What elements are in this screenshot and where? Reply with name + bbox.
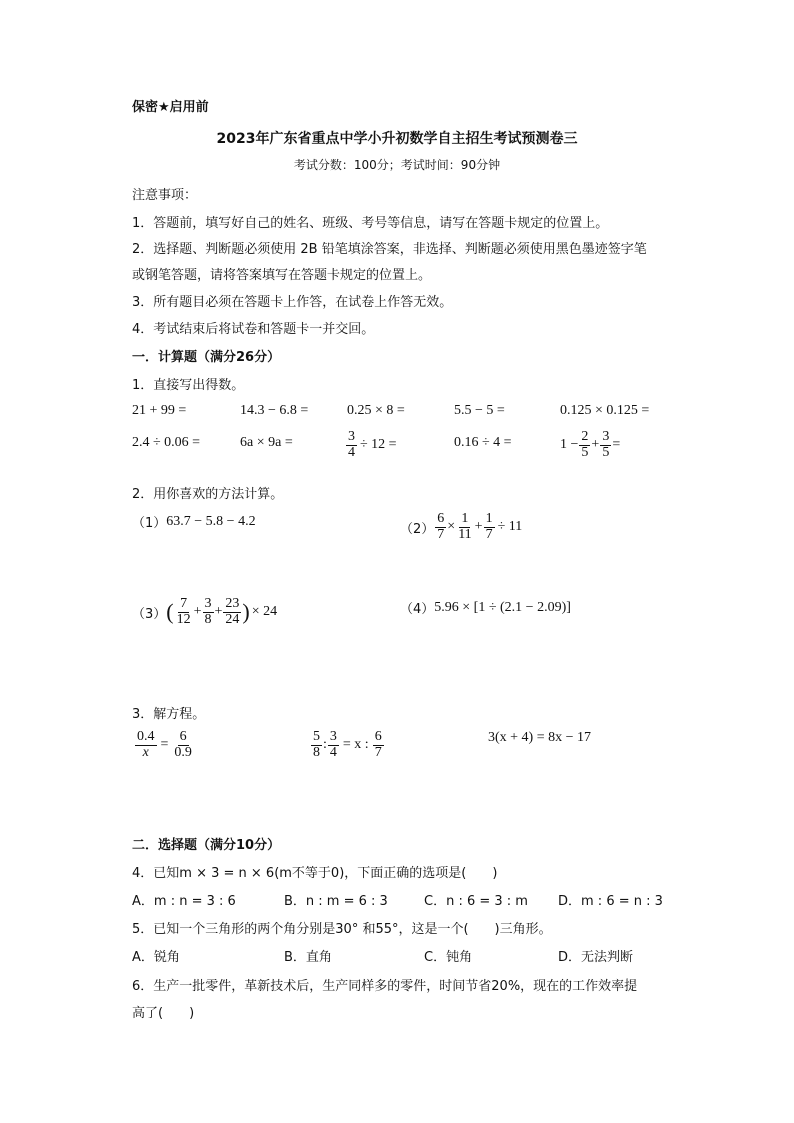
q1-item-2: 14.3 − 6.8 =: [240, 403, 309, 418]
q1-item-1: 21 + 99 =: [132, 403, 187, 418]
q3-equation-3: 3(x + 4) = 8x − 17: [488, 730, 592, 745]
numerator: 5: [313, 729, 320, 744]
confidential-label: 保密★启用前: [132, 100, 209, 115]
denominator: 8: [204, 611, 212, 627]
denominator: x: [142, 744, 149, 760]
q5-option-d: D．无法判断: [558, 950, 634, 965]
q3-equation-2: [310, 730, 385, 760]
q1-item-9: 0.16 ÷ 4 =: [454, 435, 512, 450]
operator: +: [214, 604, 223, 620]
q1-item-3: 0.25 × 8 =: [347, 403, 405, 418]
notice-item-3: 3．所有题目必须在答题卡上作答，在试卷上作答无效。: [132, 295, 453, 310]
notice-item-1: 1．答题前，填写好自己的姓名、班级、考号等信息，请写在答题卡规定的位置上。: [132, 216, 609, 231]
part-label: （1）: [132, 516, 167, 531]
q4-option-d: D．m : 6 = n : 3: [558, 894, 663, 909]
section1-heading: 一．计算题（满分26分）: [132, 350, 281, 365]
q1-item-8: [345, 430, 397, 460]
numerator: 2: [581, 429, 589, 444]
fraction: [223, 597, 241, 627]
operator: +: [591, 437, 600, 453]
fraction: [175, 597, 193, 627]
q4-option-b: B．n : m = 6 : 3: [284, 894, 388, 909]
equals-sign: =: [612, 437, 621, 453]
denominator: 4: [329, 744, 337, 760]
notice-heading: 注意事项：: [132, 188, 198, 203]
expr-part: 1 −: [560, 437, 579, 453]
fraction: [311, 730, 322, 760]
q2-part-3: [132, 597, 277, 627]
numerator: 1: [485, 511, 493, 526]
operator: +: [193, 604, 202, 620]
fraction: [579, 430, 590, 460]
expression: 5.96 × [1 ÷ (2.1 − 2.09)]: [434, 599, 571, 615]
part-label: （3）: [132, 606, 167, 622]
fraction: [435, 512, 446, 542]
q1-label: 1．直接写出得数。: [132, 378, 245, 393]
numerator: 3: [348, 429, 355, 444]
notice-item-2-cont: 或钢笔答题，请将答案填写在答题卡规定的位置上。: [132, 268, 432, 283]
ratio-colon: :: [323, 737, 327, 753]
q2-part-1: [132, 512, 256, 531]
part-label: （4）: [400, 602, 435, 617]
fraction: [373, 730, 384, 760]
exam-info: 考试分数：100分；考试时间：90分钟: [293, 158, 501, 172]
denominator: 7: [374, 744, 382, 760]
fraction: [135, 730, 157, 760]
q2-label: 2．用你喜欢的方法计算。: [132, 487, 284, 502]
numerator: 7: [180, 596, 188, 611]
numerator: 3: [602, 429, 610, 444]
close-paren: ): [242, 599, 250, 625]
expr-mid: = x :: [342, 737, 369, 753]
denominator: 0.9: [174, 744, 192, 760]
q5-option-b: B．直角: [284, 950, 332, 965]
section2-heading: 二．选择题（满分10分）: [132, 838, 281, 853]
q1-item-5: 0.125 × 0.125 =: [560, 403, 650, 418]
expression: 63.7 − 5.8 − 4.2: [166, 513, 256, 529]
open-paren: (: [166, 599, 174, 625]
numerator: 6: [179, 729, 187, 744]
q2-part-2: [400, 512, 522, 542]
q6-stem-line2: 高了( ): [132, 1006, 195, 1021]
q3-label: 3．解方程。: [132, 707, 206, 722]
q4-stem: 4．已知m × 3 = n × 6(m不等于0)，下面正确的选项是( ): [132, 866, 498, 881]
q5-option-c: C．钝角: [424, 950, 473, 965]
denominator: 7: [485, 526, 493, 542]
fraction: [484, 512, 495, 542]
part-label: （2）: [400, 521, 435, 537]
denominator: 4: [348, 444, 355, 460]
expr-rest: ÷ 12 =: [360, 437, 397, 453]
page-title: 2023年广东省重点中学小升初数学自主招生考试预测卷三: [216, 131, 578, 147]
denominator: 5: [581, 444, 589, 460]
notice-item-4: 4．考试结束后将试卷和答题卡一并交回。: [132, 322, 375, 337]
fraction: [172, 730, 194, 760]
q4-option-c: C．n : 6 = 3 : m: [424, 894, 528, 909]
denominator: 12: [176, 611, 191, 627]
equals-sign: =: [160, 737, 169, 753]
q5-option-a: A．锐角: [132, 950, 180, 965]
expr-rest: × 24: [251, 604, 278, 620]
denominator: 8: [313, 744, 320, 760]
q3-equation-1: [134, 730, 195, 760]
q1-item-7: 6a × 9a =: [240, 435, 293, 450]
operator: +: [474, 519, 483, 535]
numerator: 0.4: [137, 729, 155, 744]
fraction: [328, 730, 339, 760]
numerator: 3: [204, 596, 212, 611]
numerator: 23: [225, 596, 240, 611]
fraction: [456, 512, 473, 542]
denominator: 5: [602, 444, 610, 460]
q5-stem: 5．已知一个三角形的两个角分别是30° 和55°，这是一个( )三角形。: [132, 922, 552, 937]
q6-stem-line1: 6．生产一批零件，革新技术后，生产同样多的零件，时间节省20%，现在的工作效率提: [132, 979, 638, 994]
q4-option-a: A．m : n = 3 : 6: [132, 894, 236, 909]
q1-item-6: 2.4 ÷ 0.06 =: [132, 435, 201, 450]
numerator: 6: [374, 729, 382, 744]
q2-part-4: [400, 598, 571, 617]
fraction: [203, 597, 214, 627]
denominator: 11: [458, 526, 472, 542]
expr-rest: ÷ 11: [497, 519, 523, 535]
q1-item-10: [560, 430, 620, 460]
fraction: [600, 430, 611, 460]
numerator: 3: [329, 729, 337, 744]
expression: [166, 597, 277, 627]
notice-item-2: 2．选择题、判断题必须使用 2B 铅笔填涂答案，非选择、判断题必须使用黑色墨迹签字笔: [132, 242, 647, 257]
q1-item-4: 5.5 − 5 =: [454, 403, 505, 418]
numerator: 6: [437, 511, 445, 526]
denominator: 7: [437, 526, 445, 542]
denominator: 24: [225, 611, 240, 627]
numerator: 1: [461, 511, 469, 526]
fraction: [346, 430, 357, 460]
expression: [434, 512, 522, 542]
operator: ×: [447, 519, 456, 535]
